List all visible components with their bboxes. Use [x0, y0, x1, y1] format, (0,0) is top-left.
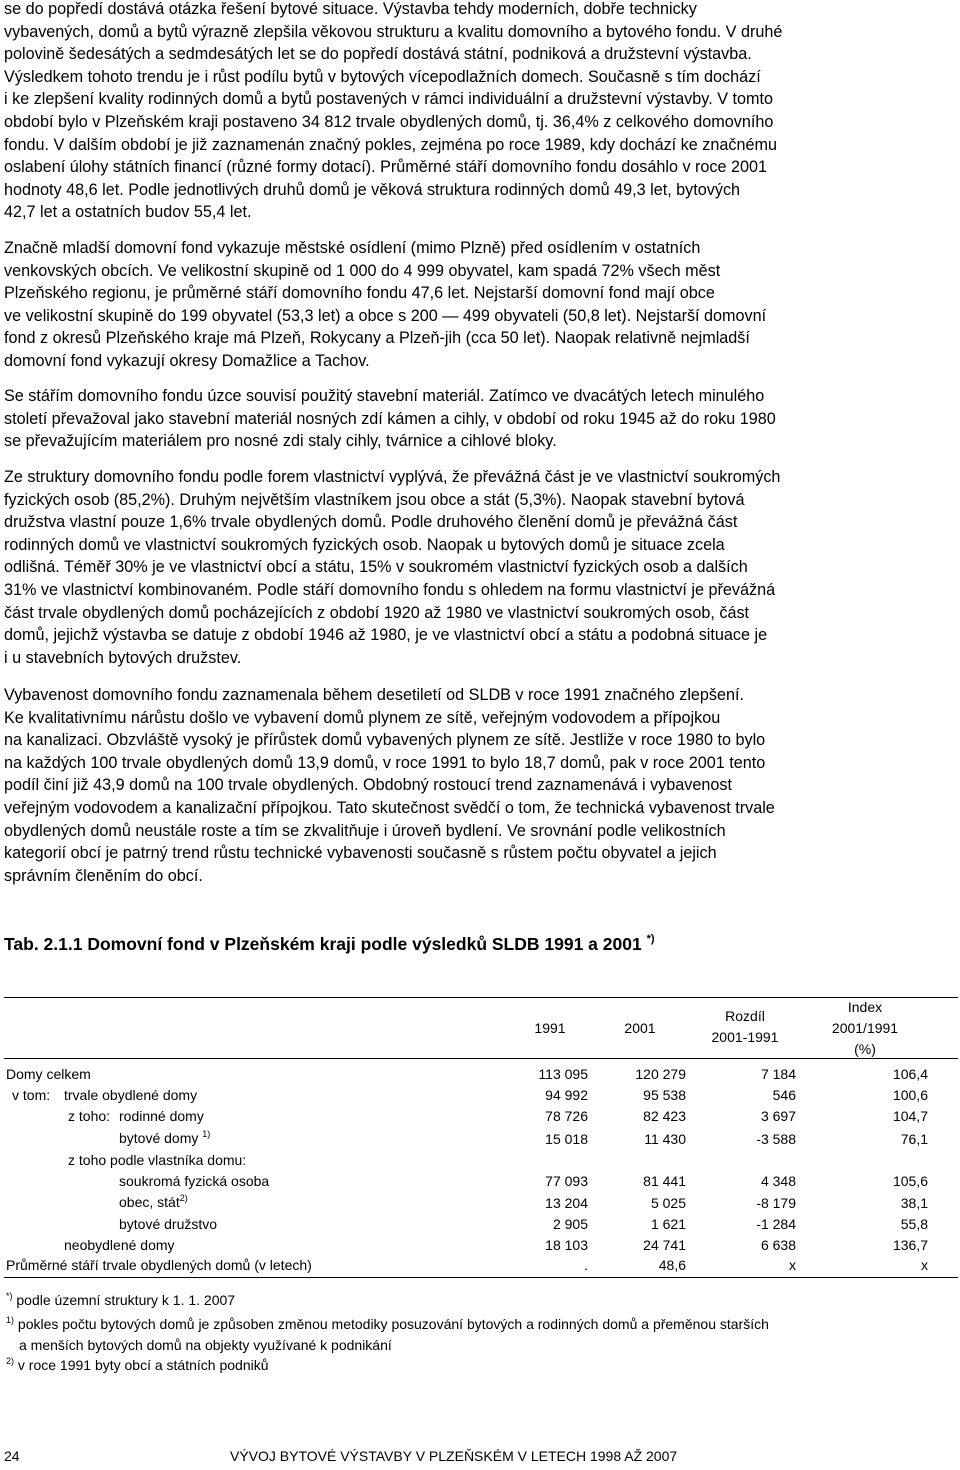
- cell-1991: 94 992: [545, 1087, 588, 1103]
- table-bottom-rule: [4, 1277, 958, 1278]
- row-label-prefix: z toho:: [68, 1108, 111, 1124]
- cell-2001: 82 423: [643, 1108, 686, 1124]
- cell-difference: -1 284: [756, 1216, 796, 1232]
- footnote-text: pokles počtu bytových domů je způsoben změnou metodiky posuzování bytových a rodinných domů a přeměnou starších: [17, 1316, 769, 1332]
- table-title-text: Tab. 2.1.1 Domovní fond v Plzeňském kraji podle výsledků SLDB 1991 a 2001: [4, 934, 642, 954]
- text-line: družstva vlastní pouze 1,6% trvale obydlených domů. Podle druhového členění domů je převážná část: [4, 513, 738, 532]
- row-label: obec, stát: [119, 1194, 180, 1210]
- text-line: Ze struktury domovního fondu podle forem vlastnictví vyplývá, že převážná část je ve vlastnictví soukromých: [4, 468, 781, 486]
- header-index-line3: (%): [854, 1041, 876, 1057]
- row-label-with-note: [119, 1194, 188, 1210]
- footnote-mark: 2): [6, 1356, 15, 1366]
- text-line: fyzických osob (85,2%). Druhým největším vlastníkem jsou obce a stát (5,3%). Naopak stavební bytová: [4, 490, 745, 509]
- cell-2001: 11 430: [644, 1131, 686, 1147]
- text-line: století převažoval jako stavební materiál nosných zdí kámen a cihly, v období od roku 1945 až do roku 1980: [4, 409, 776, 428]
- text-line: Značně mladší domovní fond vykazuje městské osídlení (mimo Plzně) před osídlením v ostatních: [4, 239, 701, 257]
- text-line: polovině šedesátých a sedmdesátých let se do popředí dostává státní, podniková a družstevní výstavba.: [4, 45, 752, 64]
- cell-2001: 95 538: [643, 1087, 686, 1103]
- text-line: 31% ve vlastnictví kombinovaném. Podle stáří domovního fondu s ohledem na formu vlastnictví je převážná: [4, 580, 776, 599]
- text-line: Výsledkem tohoto trendu je i růst podílu bytů v bytových vícepodlažních domech. Současně s tím dochází: [4, 67, 761, 86]
- text-line: na kanalizaci. Obzvláště vysoký je přírůstek domů vybavených plynem ze sítě. Jestliže v roce 1980 to bylo: [4, 731, 766, 750]
- text-line: ve velikostní skupině do 199 obyvatel (53,3 let) a obce s 200 — 499 obyvateli (50,8 let). Nejstarší domovní: [4, 306, 767, 325]
- text-line: veřejným vodovodem a kanalizační přípojkou. Tato skutečnost svědčí o tom, že technická vybavenost trvale: [4, 798, 775, 817]
- footnote-mark: 1): [6, 1315, 15, 1325]
- cell-2001: 120 279: [635, 1066, 686, 1082]
- cell-difference: -3 588: [756, 1131, 796, 1147]
- cell-2001: 48,6: [658, 1257, 686, 1273]
- footnote-text: v roce 1991 byty obcí a státních podniků: [17, 1357, 269, 1373]
- text-line: odlišná. Téměř 30% je ve vlastnictví obcí a státu, 15% v soukromém vlastnictví fyzických osob a dalších: [4, 558, 748, 577]
- text-line: se do popředí dostává otázka řešení bytové situace. Výstavba tehdy moderních, dobře technicky: [4, 0, 697, 18]
- text-line: 42,7 let a ostatních budov 55,4 let.: [4, 203, 252, 222]
- row-label: bytové domy: [119, 1130, 199, 1146]
- cell-1991: 13 204: [545, 1195, 588, 1211]
- header-index-line2: 2001/1991: [831, 1020, 899, 1036]
- text-line: obydlených domů neustále roste a tím se zkvalitňuje i úroveň bydlení. Ve srovnání podle velikostních: [4, 821, 726, 840]
- text-line: část trvale obydlených domů pocházejících z období 1920 až 1980 ve vlastnictví soukromých osob, část: [4, 603, 750, 622]
- text-line: správním členěním do obcí.: [4, 866, 203, 885]
- text-line: Ke kvalitativnímu nárůstu došlo ve vybavení domů plynem ze sítě, veřejným vodovodem a přípojkou: [4, 708, 721, 727]
- text-line: rodinných domů ve vlastnictví soukromých fyzických osob. Naopak u bytových domů je situace zcela: [4, 535, 725, 554]
- text-line: domovní fond vykazují okresy Domažlice a Tachov.: [4, 351, 370, 370]
- text-line: Plzeňského regionu, je průměrné stáří domovního fondu 47,6 let. Nejstarší domovní fond mají obce: [4, 284, 715, 303]
- cell-1991: 2 905: [552, 1216, 588, 1232]
- cell-index: 38,1: [900, 1195, 928, 1211]
- cell-1991: 15 018: [545, 1131, 588, 1147]
- cell-difference: 7 184: [760, 1066, 796, 1082]
- header-difference: [690, 1006, 800, 1048]
- text-line: domů, jejichž výstavba se datuje z období 1946 až 1980, je ve vlastnictví obcí a státu a podobná situace je: [4, 626, 768, 645]
- row-label: rodinné domy: [119, 1108, 204, 1124]
- row-label-prefix: v tom:: [12, 1087, 51, 1103]
- cell-2001: 81 441: [643, 1173, 686, 1189]
- text-line: fondu. V dalším období je již zaznamenán značný pokles, zejména po roce 1989, kdy dochází ke značnému: [4, 135, 777, 154]
- text-line: oslabení úlohy státních financí (různé formy dotací). Průměrné stáří domovního fondu dosáhlo v roce 2001: [4, 158, 768, 177]
- text-line: období bylo v Plzeňském kraji postaveno 34 812 trvale obydlených domů, tj. 36,4% z celkového domovního: [4, 112, 774, 131]
- row-label: trvale obydlené domy: [64, 1087, 198, 1103]
- cell-1991: 78 726: [545, 1108, 588, 1124]
- row-label: z toho podle vlastníka domu:: [68, 1152, 247, 1168]
- row-label-with-note: [119, 1130, 210, 1146]
- cell-index: 105,6: [892, 1173, 928, 1189]
- cell-difference: x: [789, 1257, 796, 1273]
- footnote-mark: *): [6, 1291, 13, 1301]
- cell-index: 100,6: [892, 1087, 928, 1103]
- header-difference-line1: Rozdíl: [725, 1008, 765, 1024]
- text-line: vybavených, domů a bytů výrazně zlepšila věkovou strukturu a kvalitu domovního a bytového fondu. V druhé: [4, 22, 783, 41]
- cell-difference: 546: [772, 1087, 796, 1103]
- row-label: Domy celkem: [6, 1066, 91, 1082]
- cell-index: 106,4: [892, 1066, 928, 1082]
- running-title: VÝVOJ BYTOVÉ VÝSTAVBY V PLZEŇSKÉM V LETECH 1998 AŽ 2007: [230, 1448, 678, 1464]
- text-line: fond z okresů Plzeňského kraje má Plzeň, Rokycany a Plzeň-jih (cca 50 let). Naopak relativně nejmladší: [4, 329, 750, 348]
- text-line: na každých 100 trvale obydlených domů 13,9 domů, v roce 1991 to bylo 18,7 domů, pak v roce 2001 tento: [4, 753, 766, 772]
- cell-1991: 77 093: [545, 1173, 588, 1189]
- header-index-line1: Index: [847, 999, 883, 1015]
- row-label: bytové družstvo: [119, 1216, 218, 1232]
- text-line: Se stářím domovního fondu úzce souvisí použitý stavební materiál. Zatímco ve dvacátých letech minulého: [4, 387, 765, 405]
- row-label: Průměrné stáří trvale obydlených domů (v letech): [6, 1257, 312, 1273]
- text-line: i ke zlepšení kvality rodinných domů a bytů postavených v rámci individuální a družstevní výstavby. V tomto: [4, 90, 773, 109]
- cell-index: 76,1: [900, 1131, 928, 1147]
- footnote: [6, 1357, 269, 1373]
- page-number: 24: [4, 1448, 20, 1464]
- footnote-mark: 2): [179, 1193, 188, 1203]
- text-line: se převažujícím materiálem pro nosné zdi staly cihly, tvárnice a cihlové bloky.: [4, 432, 557, 451]
- cell-difference: -8 179: [756, 1195, 796, 1211]
- cell-difference: 4 348: [760, 1173, 796, 1189]
- footnote-mark: 1): [202, 1129, 211, 1139]
- row-label: soukromá fyzická osoba: [119, 1173, 270, 1189]
- cell-index: x: [921, 1257, 928, 1273]
- text-line: i u stavebních bytových družstev.: [4, 648, 242, 667]
- row-label: neobydlené domy: [64, 1237, 175, 1253]
- cell-difference: 6 638: [760, 1237, 796, 1253]
- cell-index: 55,8: [900, 1216, 928, 1232]
- cell-difference: 3 697: [760, 1108, 796, 1124]
- footnote-text: podle územní struktury k 1. 1. 2007: [16, 1292, 236, 1308]
- cell-1991: .: [584, 1257, 588, 1273]
- text-line: kategorií obcí je patrný trend růstu technické vybavenosti současně s růstem počtu obyvatel a jejich: [4, 844, 717, 863]
- header-2001: 2001: [624, 1020, 656, 1036]
- cell-2001: 5 025: [650, 1195, 686, 1211]
- header-1991: 1991: [534, 1020, 566, 1036]
- cell-1991: 18 103: [545, 1237, 588, 1253]
- text-line: venkovských obcích. Ve velikostní skupině od 1 000 do 4 999 obyvatel, kam spadá 72% všech měst: [4, 261, 721, 280]
- footnote-continuation: a menších bytových domů na objekty využívané k podnikání: [19, 1337, 392, 1353]
- header-difference-line2: 2001-1991: [711, 1029, 779, 1045]
- header-index: [810, 997, 920, 1060]
- cell-2001: 1 621: [650, 1216, 686, 1232]
- footnote: [6, 1316, 769, 1332]
- cell-2001: 24 741: [643, 1237, 686, 1253]
- text-line: hodnoty 48,6 let. Podle jednotlivých druhů domů je věková struktura rodinných domů 49,3 let, bytových: [4, 180, 741, 199]
- cell-index: 104,7: [892, 1108, 928, 1124]
- footnote: [6, 1292, 235, 1308]
- text-line: podíl činí již 43,9 domů na 100 trvale obydlených. Obdobný rostoucí trend zaznamenává i vybavenost: [4, 776, 732, 795]
- cell-1991: 113 095: [538, 1066, 588, 1082]
- table-title-footnote-mark: *): [646, 933, 655, 945]
- text-line: Vybavenost domovního fondu zaznamenala během desetiletí od SLDB v roce 1991 značného zlepšení.: [4, 686, 745, 704]
- cell-index: 136,7: [892, 1237, 928, 1253]
